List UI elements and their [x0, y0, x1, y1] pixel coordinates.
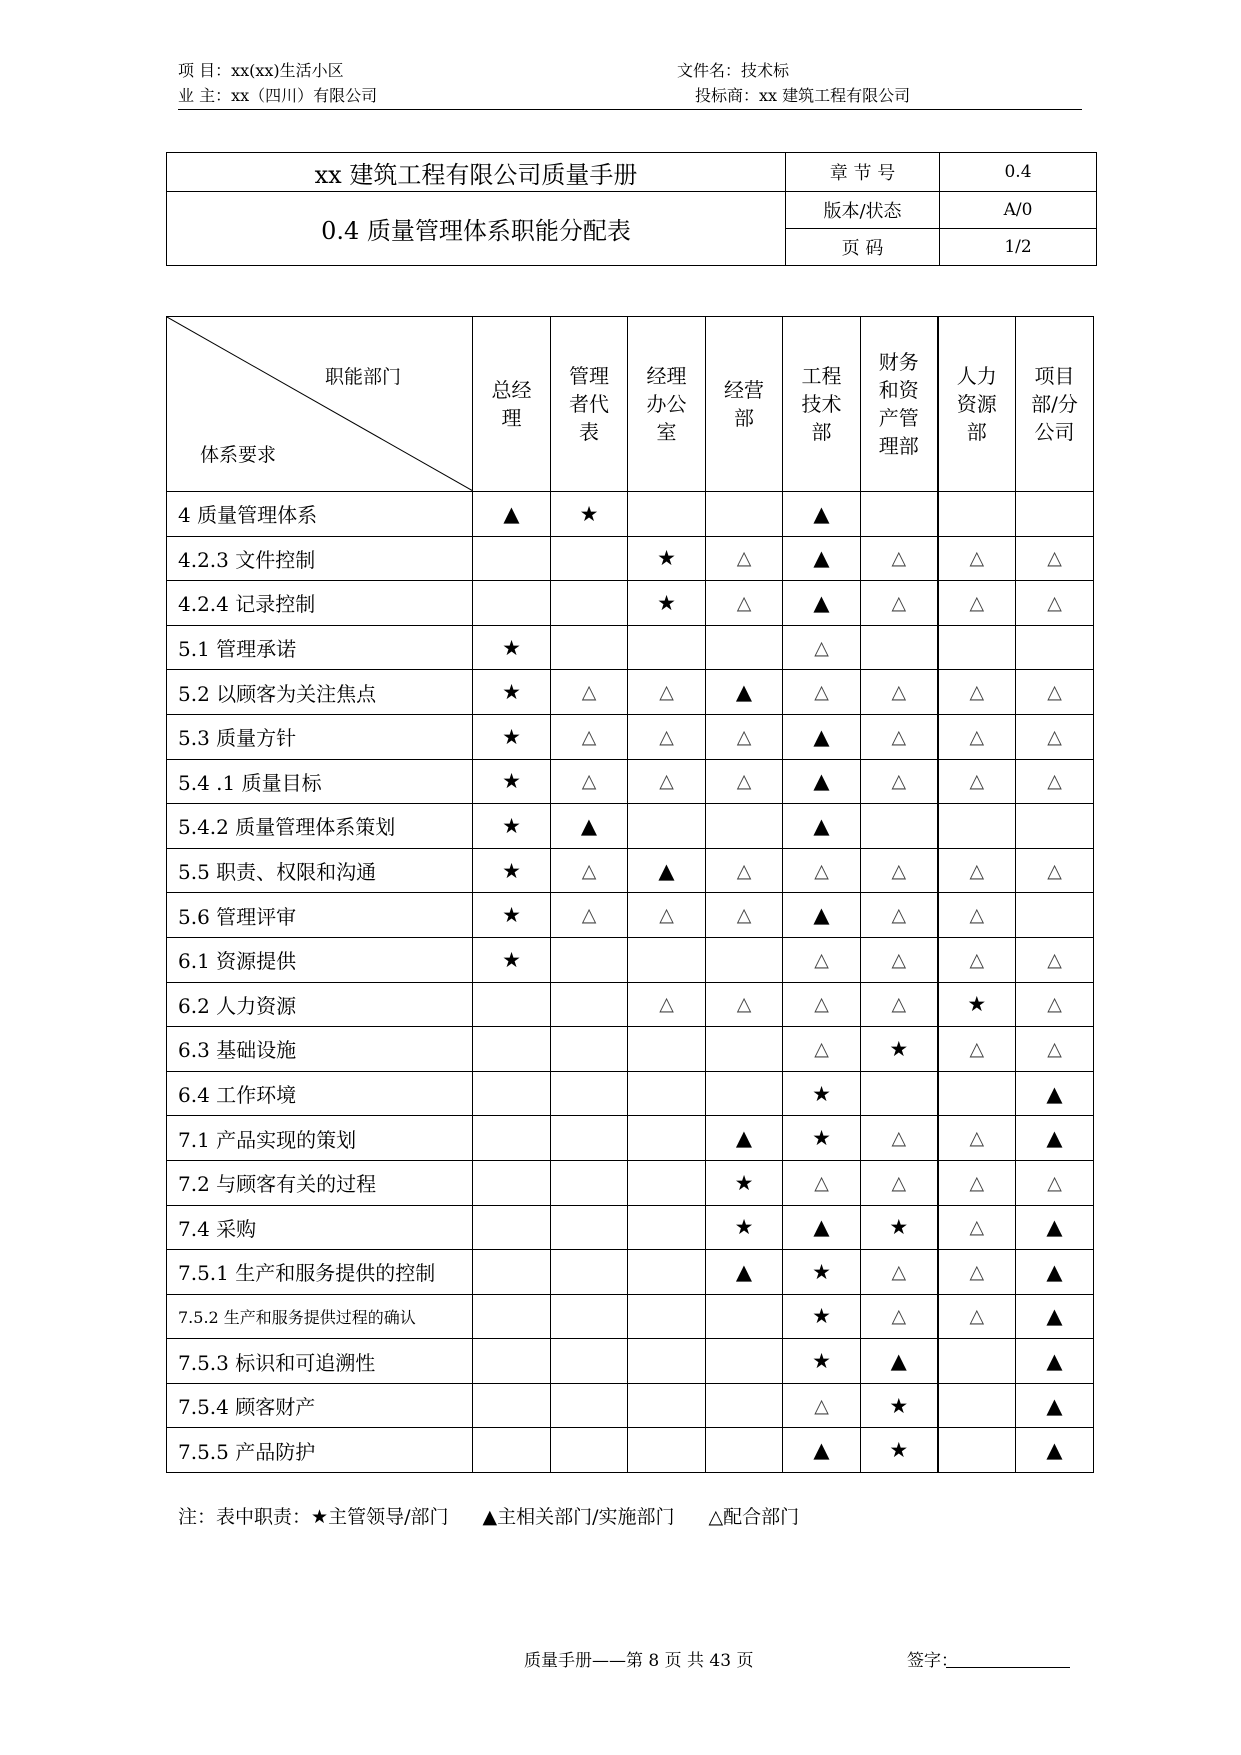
column-header-line: 技术 [801, 392, 842, 416]
responsibility-cell: ▲ [783, 492, 861, 537]
responsibility-cell: △ [1016, 982, 1094, 1027]
column-header [628, 317, 706, 492]
responsibility-cell [473, 1116, 551, 1161]
responsibility-cell: △ [938, 1116, 1016, 1161]
responsibility-cell: △ [551, 714, 628, 759]
table-row [167, 937, 1094, 982]
column-header [706, 317, 783, 492]
responsibility-cell: △ [938, 714, 1016, 759]
column-header-line: 部/分 [1031, 392, 1078, 416]
responsibility-cell [551, 1383, 628, 1428]
table-row [167, 1071, 1094, 1116]
responsibility-cell [473, 1250, 551, 1295]
responsibility-cell [473, 1339, 551, 1384]
column-header-line: 财务 [878, 350, 919, 374]
responsibility-cell: ▲ [783, 893, 861, 938]
column-header-line: 经理 [646, 364, 687, 388]
corner-label-departments: 职能部门 [325, 366, 402, 388]
column-header [1016, 317, 1094, 492]
note-star-text: 主管领导/部门 [328, 1506, 449, 1528]
column-header-line: 公司 [1034, 420, 1075, 444]
responsibility-cell: ★ [783, 1116, 861, 1161]
requirement-label: 4.2.4 记录控制 [167, 581, 473, 626]
responsibility-cell [551, 1339, 628, 1384]
responsibility-cell [1016, 625, 1094, 670]
responsibility-cell: △ [1016, 1160, 1094, 1205]
responsibility-cell: ★ [938, 982, 1016, 1027]
responsibility-cell: △ [938, 536, 1016, 581]
column-header-line: 和资 [878, 378, 919, 402]
responsibility-cell: ▲ [783, 1428, 861, 1473]
responsibility-cell: △ [861, 982, 938, 1027]
requirement-label: 5.4 .1 质量目标 [167, 759, 473, 804]
responsibility-cell: ▲ [1016, 1383, 1094, 1428]
requirement-label: 5.5 职责、权限和沟通 [167, 848, 473, 893]
responsibility-cell [861, 804, 938, 849]
note-triangle-text: 主相关部门/实施部门 [497, 1506, 675, 1528]
responsibility-cell: △ [938, 581, 1016, 626]
responsibility-cell: ▲ [706, 1250, 783, 1295]
responsibility-cell [628, 1428, 706, 1473]
responsibility-cell [473, 1071, 551, 1116]
responsibility-cell: ▲ [783, 759, 861, 804]
responsibility-cell: ▲ [1016, 1294, 1094, 1339]
column-header-line: 部 [734, 406, 754, 430]
responsibility-cell: △ [938, 1250, 1016, 1295]
responsibility-cell: △ [706, 581, 783, 626]
responsibility-cell: ▲ [1016, 1339, 1094, 1384]
responsibility-cell [706, 1071, 783, 1116]
responsibility-cell [861, 492, 938, 537]
responsibility-cell [551, 1250, 628, 1295]
responsibility-cell: △ [861, 536, 938, 581]
table-row [167, 893, 1094, 938]
responsibility-cell [706, 1027, 783, 1072]
column-header-line: 总经 [491, 378, 532, 402]
responsibility-cell [628, 1294, 706, 1339]
responsibility-cell: ▲ [628, 848, 706, 893]
responsibility-cell: ★ [473, 670, 551, 715]
table-row [167, 536, 1094, 581]
column-header-line: 室 [656, 420, 677, 444]
responsibility-cell: ▲ [783, 581, 861, 626]
responsibility-cell [551, 625, 628, 670]
responsibility-cell: ★ [706, 1160, 783, 1205]
column-header-line: 资源 [956, 392, 997, 416]
responsibility-cell [551, 536, 628, 581]
requirement-label: 7.5.3 标识和可追溯性 [167, 1339, 473, 1384]
filled-triangle-symbol: ▲ [482, 1506, 498, 1528]
requirement-label: 7.1 产品实现的策划 [167, 1116, 473, 1161]
responsibility-cell [1016, 492, 1094, 537]
column-header [861, 317, 938, 492]
requirement-label: 5.6 管理评审 [167, 893, 473, 938]
responsibility-cell [551, 937, 628, 982]
responsibility-cell: △ [628, 714, 706, 759]
responsibility-cell [473, 536, 551, 581]
table-row [167, 670, 1094, 715]
table-row [167, 1027, 1094, 1072]
responsibility-cell: ★ [628, 581, 706, 626]
column-header-line: 部 [966, 420, 987, 444]
version-label: 版本/状态 [786, 192, 940, 229]
responsibility-cell: ▲ [1016, 1250, 1094, 1295]
responsibility-cell: ★ [783, 1339, 861, 1384]
responsibility-cell: △ [1016, 714, 1094, 759]
responsibility-matrix [166, 316, 1094, 1473]
responsibility-cell: △ [628, 893, 706, 938]
requirement-label: 5.1 管理承诺 [167, 625, 473, 670]
responsibility-cell: △ [706, 759, 783, 804]
responsibility-cell [628, 1027, 706, 1072]
responsibility-cell: ★ [473, 759, 551, 804]
responsibility-cell: ▲ [706, 670, 783, 715]
responsibility-cell [551, 1027, 628, 1072]
responsibility-cell: △ [938, 670, 1016, 715]
responsibility-cell [473, 1160, 551, 1205]
responsibility-cell: ★ [473, 804, 551, 849]
page-value: 1/2 [940, 229, 1097, 266]
responsibility-cell [473, 1383, 551, 1428]
title-block [166, 152, 1097, 266]
column-header [551, 317, 628, 492]
responsibility-cell: △ [551, 848, 628, 893]
responsibility-cell [938, 625, 1016, 670]
requirement-label: 5.4.2 质量管理体系策划 [167, 804, 473, 849]
responsibility-cell: △ [1016, 848, 1094, 893]
responsibility-cell [861, 625, 938, 670]
note-hollow-text: 配合部门 [723, 1506, 800, 1528]
responsibility-cell: △ [861, 1160, 938, 1205]
requirement-label: 7.5.2 生产和服务提供过程的确认 [167, 1294, 473, 1339]
responsibility-cell: △ [628, 670, 706, 715]
footer-page-info: 质量手册——第 8 页 共 43 页 [524, 1651, 754, 1671]
responsibility-cell [628, 1250, 706, 1295]
responsibility-cell [473, 982, 551, 1027]
responsibility-cell [473, 1294, 551, 1339]
table-row [167, 1339, 1094, 1384]
manual-title: xx 建筑工程有限公司质量手册 [167, 153, 786, 192]
responsibility-cell: ★ [783, 1294, 861, 1339]
column-header-line: 理部 [878, 434, 919, 458]
responsibility-cell: △ [706, 893, 783, 938]
footer-sign-label: 签字： [907, 1651, 958, 1671]
responsibility-cell: △ [1016, 1027, 1094, 1072]
responsibility-cell: ★ [783, 1071, 861, 1116]
responsibility-cell: △ [1016, 581, 1094, 626]
responsibility-cell [706, 937, 783, 982]
table-row [167, 581, 1094, 626]
column-header-line: 表 [579, 420, 599, 444]
responsibility-cell [706, 492, 783, 537]
responsibility-cell: △ [861, 670, 938, 715]
responsibility-cell: ★ [861, 1027, 938, 1072]
responsibility-cell [551, 982, 628, 1027]
responsibility-cell: △ [938, 1205, 1016, 1250]
responsibility-cell: ★ [861, 1205, 938, 1250]
responsibility-cell: ▲ [783, 714, 861, 759]
column-header [783, 317, 861, 492]
requirement-label: 6.1 资源提供 [167, 937, 473, 982]
requirement-label: 6.2 人力资源 [167, 982, 473, 1027]
column-header [473, 317, 551, 492]
responsibility-cell [706, 1339, 783, 1384]
responsibility-cell [628, 937, 706, 982]
chapter-label: 章 节 号 [786, 153, 940, 192]
responsibility-cell: ▲ [861, 1339, 938, 1384]
responsibility-cell [628, 1116, 706, 1161]
responsibility-cell [706, 1383, 783, 1428]
column-header [938, 317, 1016, 492]
requirement-label: 5.3 质量方针 [167, 714, 473, 759]
responsibility-cell [628, 1160, 706, 1205]
responsibility-cell [551, 581, 628, 626]
responsibility-cell: △ [1016, 759, 1094, 804]
responsibility-cell: ★ [861, 1428, 938, 1473]
table-row [167, 848, 1094, 893]
header-file-name: 文件名：技术标 [677, 61, 790, 80]
responsibility-cell: △ [628, 982, 706, 1027]
responsibility-cell: ▲ [1016, 1116, 1094, 1161]
requirement-label: 7.5.4 顾客财产 [167, 1383, 473, 1428]
responsibility-cell: △ [783, 1027, 861, 1072]
column-header-line: 经营 [724, 378, 764, 402]
requirement-label: 7.5.5 产品防护 [167, 1428, 473, 1473]
responsibility-cell [706, 1294, 783, 1339]
responsibility-cell: △ [783, 1383, 861, 1428]
column-header-line: 者代 [569, 392, 609, 416]
column-header-line: 项目 [1034, 364, 1075, 388]
page-label: 页 码 [786, 229, 940, 266]
responsibility-cell [938, 1383, 1016, 1428]
responsibility-cell: △ [783, 670, 861, 715]
responsibility-cell: ▲ [783, 804, 861, 849]
table-row [167, 1294, 1094, 1339]
column-header-line: 人力 [956, 364, 997, 388]
responsibility-cell: △ [861, 893, 938, 938]
responsibility-cell [938, 804, 1016, 849]
table-row [167, 1428, 1094, 1473]
column-header-line: 产管 [878, 406, 919, 430]
column-header-line: 部 [811, 420, 832, 444]
responsibility-cell: △ [706, 982, 783, 1027]
responsibility-cell [938, 1428, 1016, 1473]
hollow-triangle-symbol: △ [708, 1506, 724, 1528]
responsibility-cell: △ [551, 670, 628, 715]
requirement-label: 6.3 基础设施 [167, 1027, 473, 1072]
table-row [167, 759, 1094, 804]
responsibility-cell: △ [1016, 937, 1094, 982]
responsibility-cell: △ [938, 759, 1016, 804]
column-header-line: 工程 [801, 364, 842, 388]
responsibility-cell [551, 1428, 628, 1473]
responsibility-cell [628, 625, 706, 670]
responsibility-cell: △ [783, 848, 861, 893]
requirement-label: 7.4 采购 [167, 1205, 473, 1250]
responsibility-cell: △ [551, 759, 628, 804]
responsibility-cell: ▲ [1016, 1071, 1094, 1116]
responsibility-cell [473, 1205, 551, 1250]
responsibility-cell: ★ [473, 714, 551, 759]
responsibility-cell [628, 1339, 706, 1384]
responsibility-cell: ▲ [1016, 1428, 1094, 1473]
responsibility-cell: △ [551, 893, 628, 938]
responsibility-cell [551, 1205, 628, 1250]
responsibility-cell [1016, 893, 1094, 938]
table-row [167, 1205, 1094, 1250]
responsibility-cell [628, 1383, 706, 1428]
requirement-label: 7.2 与顾客有关的过程 [167, 1160, 473, 1205]
responsibility-cell [551, 1160, 628, 1205]
responsibility-cell: ★ [628, 536, 706, 581]
table-row [167, 1383, 1094, 1428]
responsibility-cell: ★ [473, 937, 551, 982]
note-prefix: 注：表中职责： [178, 1506, 312, 1528]
star-symbol: ★ [311, 1506, 329, 1528]
responsibility-cell [706, 625, 783, 670]
responsibility-cell [628, 804, 706, 849]
responsibility-cell: ▲ [783, 536, 861, 581]
header-project: 项 目：xx(xx)生活小区 [178, 61, 344, 80]
responsibility-cell: △ [628, 759, 706, 804]
responsibility-cell [938, 1339, 1016, 1384]
chapter-value: 0.4 [940, 153, 1097, 192]
header-rule [178, 109, 1082, 110]
responsibility-cell: ▲ [706, 1116, 783, 1161]
header-owner: 业 主：xx（四川）有限公司 [178, 86, 378, 105]
responsibility-cell [628, 492, 706, 537]
responsibility-cell [706, 804, 783, 849]
responsibility-cell: ★ [783, 1250, 861, 1295]
responsibility-cell [938, 1071, 1016, 1116]
table-row [167, 714, 1094, 759]
responsibility-cell [861, 1071, 938, 1116]
responsibility-cell [551, 1294, 628, 1339]
table-row [167, 1116, 1094, 1161]
responsibility-cell [706, 1428, 783, 1473]
legend-note [178, 1502, 833, 1529]
responsibility-cell [473, 1428, 551, 1473]
requirement-label: 6.4 工作环境 [167, 1071, 473, 1116]
column-header-line: 办公 [646, 392, 687, 416]
responsibility-cell: ★ [706, 1205, 783, 1250]
responsibility-cell: △ [861, 1294, 938, 1339]
responsibility-cell: △ [938, 1160, 1016, 1205]
responsibility-cell: △ [938, 937, 1016, 982]
table-row [167, 625, 1094, 670]
table-row [167, 492, 1094, 537]
responsibility-cell: ▲ [551, 804, 628, 849]
corner-label-requirements: 体系要求 [200, 444, 277, 466]
responsibility-cell: △ [861, 937, 938, 982]
responsibility-cell [938, 492, 1016, 537]
responsibility-cell: △ [1016, 536, 1094, 581]
responsibility-cell: △ [861, 581, 938, 626]
responsibility-cell: △ [783, 1160, 861, 1205]
requirement-label: 5.2 以顾客为关注焦点 [167, 670, 473, 715]
responsibility-cell: △ [861, 1250, 938, 1295]
table-row [167, 1160, 1094, 1205]
requirement-label: 7.5.1 生产和服务提供的控制 [167, 1250, 473, 1295]
responsibility-cell: ★ [551, 492, 628, 537]
responsibility-cell: ▲ [473, 492, 551, 537]
table-row [167, 982, 1094, 1027]
responsibility-cell: ▲ [783, 1205, 861, 1250]
responsibility-cell: ▲ [1016, 1205, 1094, 1250]
responsibility-cell: ★ [861, 1383, 938, 1428]
responsibility-cell: ★ [473, 848, 551, 893]
responsibility-cell: ★ [473, 893, 551, 938]
responsibility-cell: △ [938, 893, 1016, 938]
responsibility-cell [628, 1071, 706, 1116]
responsibility-cell [551, 1071, 628, 1116]
responsibility-cell: △ [861, 759, 938, 804]
responsibility-cell: △ [706, 848, 783, 893]
version-value: A/0 [940, 192, 1097, 229]
responsibility-cell: ★ [473, 625, 551, 670]
responsibility-cell: △ [783, 937, 861, 982]
section-title: 0.4 质量管理体系职能分配表 [167, 192, 786, 266]
requirement-label: 4 质量管理体系 [167, 492, 473, 537]
table-row [167, 1250, 1094, 1295]
responsibility-cell: △ [783, 982, 861, 1027]
column-header-line: 理 [501, 406, 522, 430]
responsibility-cell: △ [706, 536, 783, 581]
header-bidder: 投标商：xx 建筑工程有限公司 [695, 86, 911, 105]
responsibility-cell: △ [783, 625, 861, 670]
table-row [167, 804, 1094, 849]
matrix-corner-cell [167, 317, 473, 492]
requirement-label: 4.2.3 文件控制 [167, 536, 473, 581]
responsibility-cell: △ [938, 1027, 1016, 1072]
responsibility-cell: △ [861, 1116, 938, 1161]
responsibility-cell [551, 1116, 628, 1161]
responsibility-cell [473, 1027, 551, 1072]
responsibility-cell: △ [938, 1294, 1016, 1339]
responsibility-cell: △ [1016, 670, 1094, 715]
responsibility-cell: △ [861, 714, 938, 759]
responsibility-cell [1016, 804, 1094, 849]
responsibility-cell: △ [861, 848, 938, 893]
responsibility-cell: △ [706, 714, 783, 759]
column-header-line: 管理 [569, 364, 609, 388]
responsibility-cell: △ [938, 848, 1016, 893]
responsibility-cell [473, 581, 551, 626]
signature-line [946, 1667, 1070, 1668]
responsibility-cell [628, 1205, 706, 1250]
